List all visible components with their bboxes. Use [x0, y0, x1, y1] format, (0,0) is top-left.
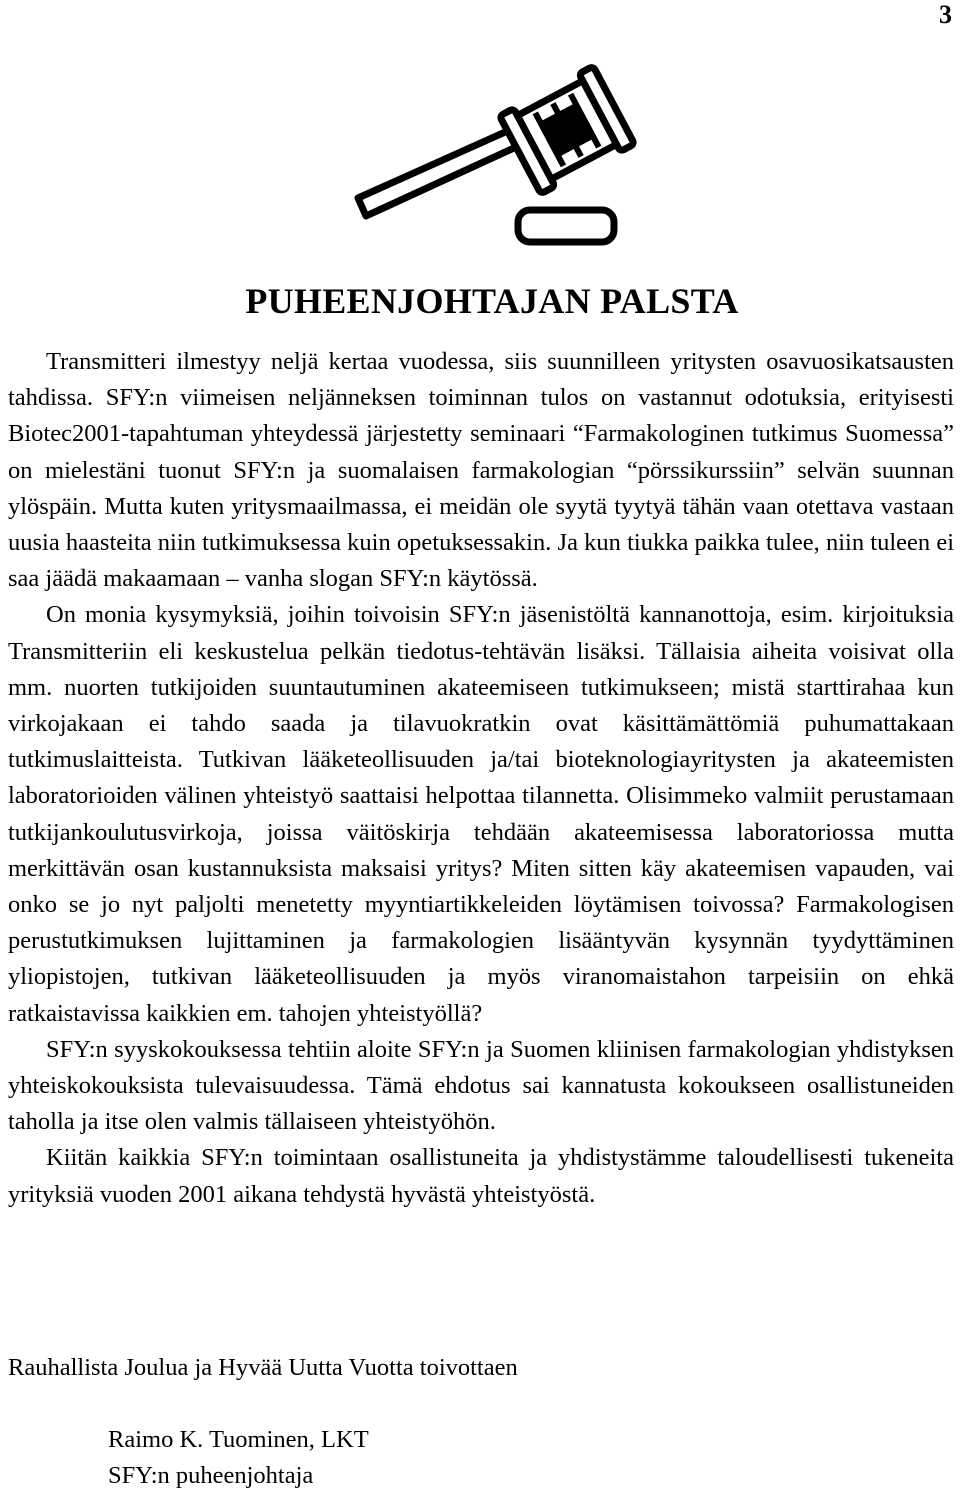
gavel-icon [352, 58, 654, 250]
signature-role: SFY:n puheenjohtaja [108, 1462, 314, 1489]
signature-block [108, 1422, 369, 1494]
signature-name: Raimo K. Tuominen, LKT [108, 1426, 369, 1453]
paragraph: Kiitän kaikkia SFY:n toimintaan osallistuneita ja yhdistystämme taloudellisesti tukeneita yrityksiä vuoden 2001 aikana tehdystä hyvästä yhteistyöstä. [8, 1144, 954, 1208]
paragraph: SFY:n syyskokouksessa tehtiin aloite SFY:n ja Suomen kliinisen farmakologian yhdistyksen yhteiskokouksista tulevaisuudessa. Tämä ehdotus sai kannatusta kokoukseen osallistuneiden taholla ja itse olen valmis tällaiseen yhteistyöhön. [8, 1035, 954, 1136]
page-number: 3 [939, 0, 952, 29]
paragraph: Transmitteri ilmestyy neljä kertaa vuodessa, siis suunnilleen yritysten osavuosikatsausten tahdissa. SFY:n viimeisen neljänneksen toiminnan tulos on vastannut odotuksia, erityisesti Biotec2001-tapahtuman yhteydessä järjestetty seminaari “Farmakologinen tutkimus Suomessa” on mielestäni tuonut SFY:n ja suomalaisen farmakologian “pörssikurssiin” selvän suunnan ylöspäin. Mutta kuten yritysmaailmassa, ei meidän ole syytä tyytyä tähän vaan otettava vastaan uusia haasteita niin tutkimuksessa kuin opetuksessakin. Ja kun tiukka paikka tulee, niin tuleen ei saa jäädä makaamaan – vanha slogan SFY:n käytössä. [8, 348, 954, 593]
closing-greeting: Rauhallista Joulua ja Hyvää Uutta Vuotta toivottaen [8, 1354, 518, 1381]
paragraph: On monia kysymyksiä, joihin toivoisin SFY:n jäsenistöltä kannanottoja, esim. kirjoituksia Transmitteriin eli keskustelua pelkän tiedotus-tehtävän lisäksi. Tällaisia aiheita voisivat olla mm. nuorten tutkijoiden suuntautuminen akateemiseen tutkimukseen; mistä starttirahaa kun virkojakaan ei tahdo saada ja tilavuokratkin ovat käsittämättömiä puhumattakaan tutkimuslaitteista. Tutkivan lääketeollisuuden ja/tai bioteknologiayritysten ja akateemisten laboratorioiden välinen yhteistyö saattaisi helpottaa tilannetta. Olisimmeko valmiit perustamaan tutkijankoulutusvirkoja, joissa väitöskirja tehdään akateemisessa laboratoriossa mutta merkittävän osan kustannuksista maksaisi yritys? Miten sitten käy akateemisen vapauden, vai onko se jo nyt paljolti menetetty myyntiartikkeleiden löytämisen toivossa? Farmakologisen perustutkimuksen lujittaminen ja farmakologien lisääntyvän kysynnän tyydyttäminen yliopistojen, tutkivan lääketeollisuuden ja myös viranomaistahon tarpeisiin on ehkä ratkaistavissa kaikkien em. tahojen yhteistyöllä? [8, 601, 954, 1027]
article-body [8, 344, 954, 1213]
page-title: PUHEENJOHTAJAN PALSTA [245, 281, 739, 321]
